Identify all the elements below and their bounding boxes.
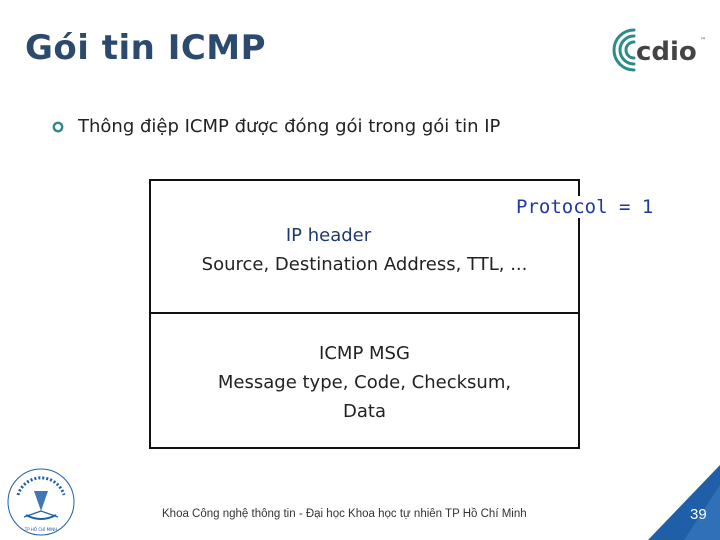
bullet-text: Thông điệp ICMP được đóng gói trong gói tin IP [78, 116, 501, 137]
university-seal-logo [4, 465, 78, 539]
ip-header-title: IP header [285, 225, 372, 246]
icmp-payload-fields-line1: Message type, Code, Checksum, [217, 372, 512, 393]
cdio-logo-text: cdio [636, 37, 697, 67]
page-corner-decoration [630, 465, 720, 540]
svg-text:TP HỒ CHÍ MINH: TP HỒ CHÍ MINH [24, 527, 58, 532]
slide-title: Gói tin ICMP [25, 28, 267, 68]
bullet-item [52, 116, 500, 137]
icmp-payload-section [151, 339, 578, 426]
svg-text:™: ™ [700, 37, 706, 44]
protocol-annotation: Protocol = 1 [516, 196, 654, 218]
slide-footer: Khoa Công nghệ thông tin - Đại học Khoa học tự nhiên TP Hồ Chí Minh [162, 508, 527, 520]
cdio-logo-mark [614, 30, 634, 70]
icmp-payload-title: ICMP MSG [319, 343, 410, 364]
packet-divider [151, 312, 578, 314]
ip-header-section [151, 221, 578, 279]
cdio-logo [612, 24, 708, 76]
ip-header-fields: Source, Destination Address, TTL, ... [201, 254, 528, 275]
ip-packet-diagram [149, 179, 580, 449]
icmp-payload-fields-line2: Data [343, 401, 386, 422]
page-number: 39 [690, 506, 707, 523]
ring-bullet-icon [52, 121, 64, 133]
